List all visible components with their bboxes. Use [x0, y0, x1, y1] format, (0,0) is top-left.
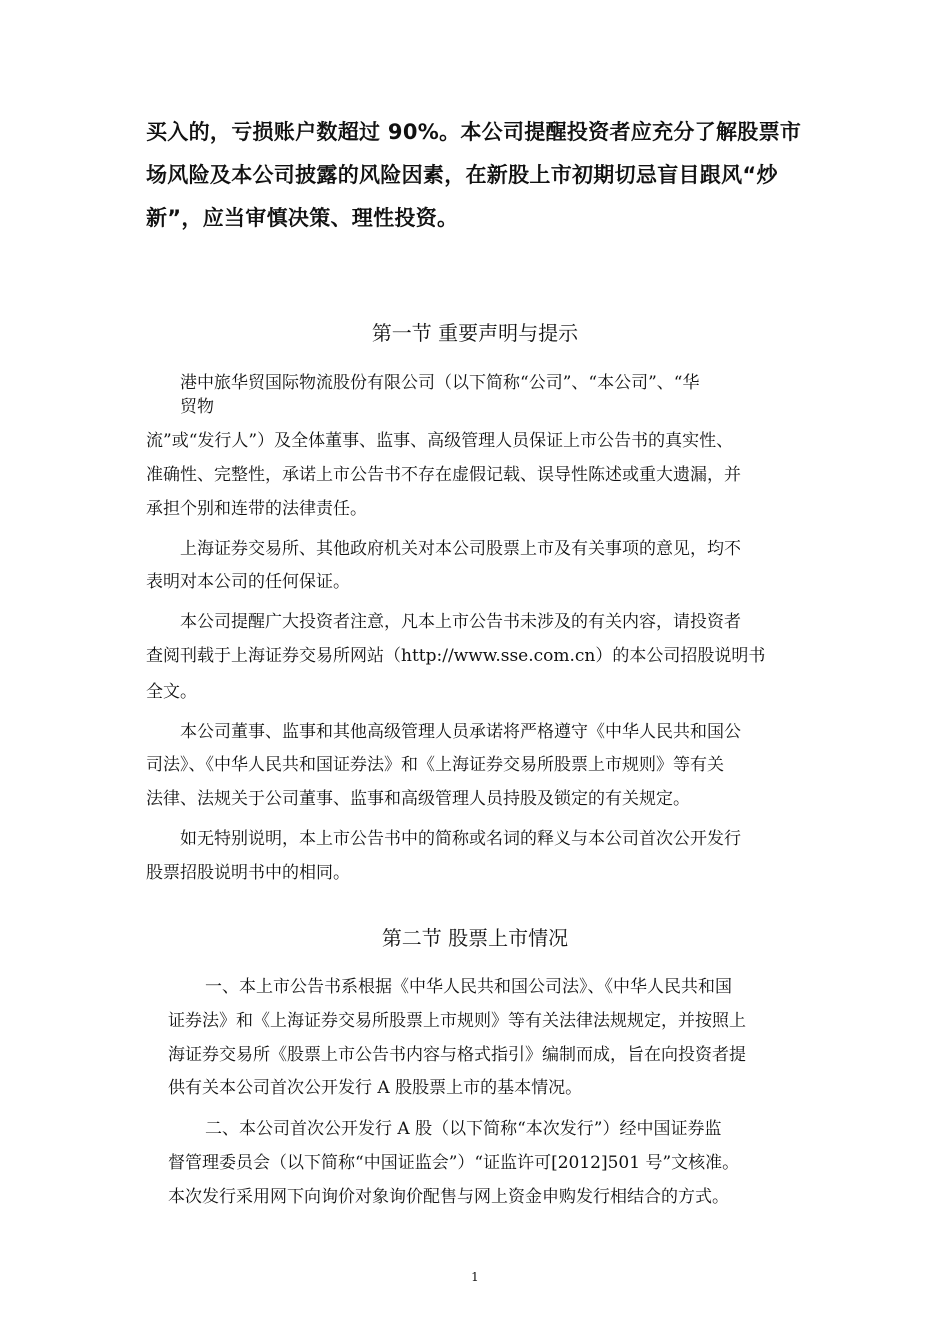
paragraph-line: 法律、法规关于公司董事、监事和高级管理人员持股及锁定的有关规定。 [146, 789, 690, 809]
paragraph-line: 准确性、完整性，承诺上市公告书不存在虚假记载、误导性陈述或重大遗漏，并 [146, 465, 741, 485]
paragraph-line: 二、本公司首次公开发行 A 股（以下简称“本次发行”）经中国证券监 [205, 1119, 722, 1139]
paragraph-line: 表明对本公司的任何保证。 [146, 572, 350, 592]
intro-line: 买入的，亏损账户数超过 90%。本公司提醒投资者应充分了解股票市 [146, 120, 802, 144]
page-number: 1 [471, 1270, 479, 1284]
section-heading: 第二节 股票上市情况 [381, 926, 569, 950]
paragraph-line: 股票招股说明书中的相同。 [146, 863, 350, 883]
paragraph-line: 供有关本公司首次公开发行 A 股股票上市的基本情况。 [168, 1078, 583, 1098]
intro-line: 新”，应当审慎决策、理性投资。 [146, 206, 459, 230]
intro-line: 场风险及本公司披露的风险因素，在新股上市初期切忌盲目跟风“炒 [146, 163, 778, 187]
section-heading: 第一节 重要声明与提示 [371, 321, 579, 345]
paragraph-line: 海证券交易所《股票上市公告书内容与格式指引》编制而成，旨在向投资者提 [168, 1045, 746, 1065]
paragraph-line: 如无特别说明，本上市公告书中的简称或名词的释义与本公司首次公开发行 [180, 829, 741, 849]
paragraph-line: 一、本上市公告书系根据《中华人民共和国公司法》、《中华人民共和国 [205, 977, 732, 997]
paragraph-line: 本公司董事、监事和其他高级管理人员承诺将严格遵守《中华人民共和国公 [180, 722, 741, 742]
paragraph-line: 贸物 [180, 397, 214, 417]
paragraph-line: 证券法》和《上海证券交易所股票上市规则》等有关法律法规规定，并按照上 [168, 1011, 746, 1031]
paragraph-line: 查阅刊载于上海证券交易所网站（http://www.sse.com.cn）的本公司招股说明书 [146, 646, 766, 666]
paragraph-line: 本公司提醒广大投资者注意，凡本上市公告书未涉及的有关内容，请投资者 [180, 612, 741, 632]
paragraph-line: 督管理委员会（以下简称“中国证监会”）“证监许可[2012]501 号”文核准。 [168, 1153, 740, 1173]
paragraph-line: 港中旅华贸国际物流股份有限公司（以下简称“公司”、“本公司”、“华 [180, 373, 700, 393]
paragraph-line: 上海证券交易所、其他政府机关对本公司股票上市及有关事项的意见，均不 [180, 539, 741, 559]
paragraph-line: 司法》、《中华人民共和国证券法》和《上海证券交易所股票上市规则》等有关 [146, 755, 724, 775]
paragraph-line: 本次发行采用网下向询价对象询价配售与网上资金申购发行相结合的方式。 [168, 1187, 729, 1207]
paragraph-line: 全文。 [146, 682, 197, 702]
paragraph-line: 流”或“发行人”）及全体董事、监事、高级管理人员保证上市公告书的真实性、 [146, 431, 734, 451]
paragraph-line: 承担个别和连带的法律责任。 [146, 499, 367, 519]
